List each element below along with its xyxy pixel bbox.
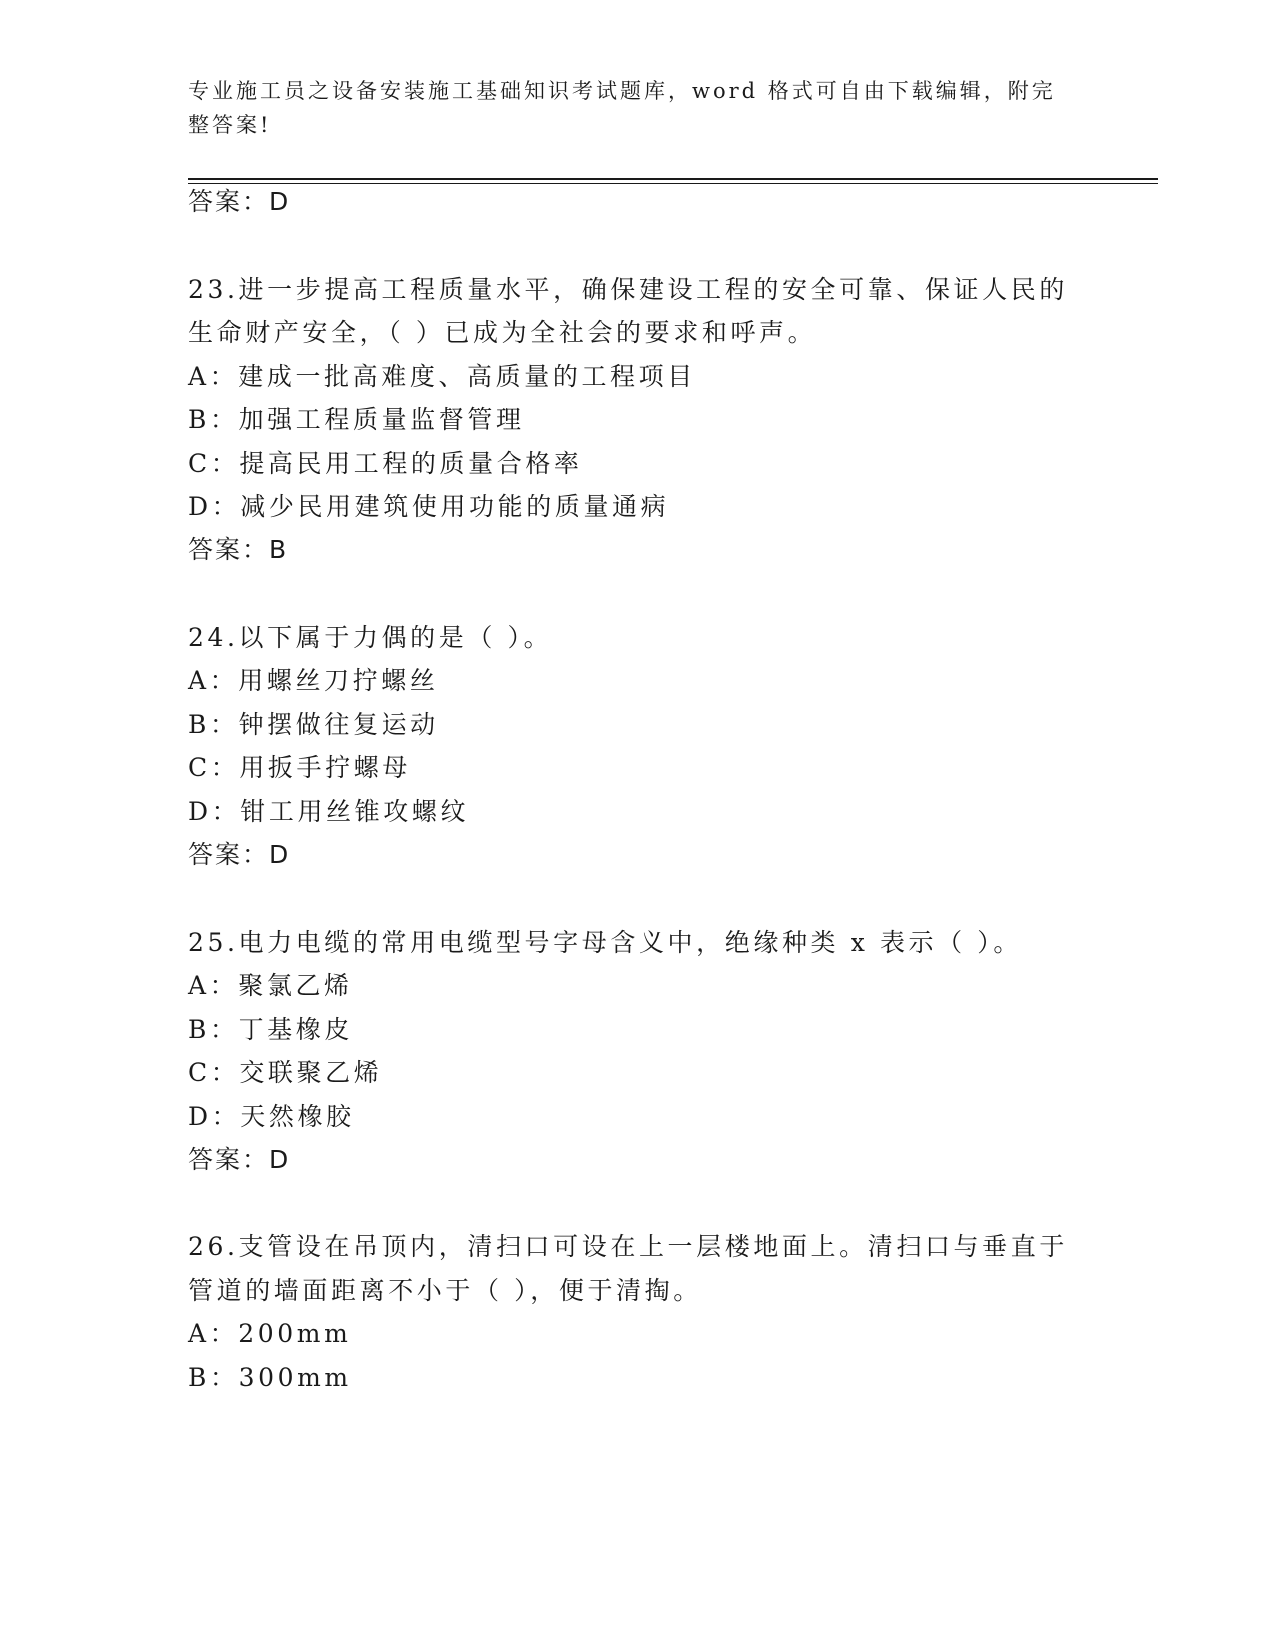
- question-23-stem-line-1: 23.进一步提高工程质量水平，确保建设工程的安全可靠、保证人民的: [188, 275, 1068, 304]
- question-25-option-c: C：交联聚乙烯: [188, 1058, 383, 1087]
- question-23-option-c: C：提高民用工程的质量合格率: [188, 449, 583, 478]
- previous-answer: 答案：D: [188, 187, 291, 216]
- question-24-option-d: D：钳工用丝锥攻螺纹: [188, 797, 470, 826]
- question-24-option-b: B：钟摆做往复运动: [188, 710, 439, 739]
- question-23-stem-line-2: 生命财产安全，（ ）已成为全社会的要求和呼声。: [188, 318, 817, 347]
- question-26-option-b: B：300mm: [188, 1363, 352, 1392]
- question-24-answer: 答案：D: [188, 840, 291, 869]
- question-26-option-a: A：200mm: [188, 1319, 352, 1348]
- question-23-option-d: D：减少民用建筑使用功能的质量通病: [188, 492, 670, 521]
- question-23-option-a: A：建成一批高难度、高质量的工程项目: [188, 362, 696, 391]
- question-26-stem-line-1: 26.支管设在吊顶内，清扫口可设在上一层楼地面上。清扫口与垂直于: [188, 1232, 1068, 1261]
- header-line-2: 整答案!: [188, 113, 272, 137]
- question-23-answer: 答案：B: [188, 535, 289, 564]
- header-line-1: 专业施工员之设备安装施工基础知识考试题库，word 格式可自由下载编辑，附完: [188, 79, 1056, 103]
- question-25-option-a: A：聚氯乙烯: [188, 971, 353, 1000]
- question-23-option-b: B：加强工程质量监督管理: [188, 405, 525, 434]
- question-25-option-d: D：天然橡胶: [188, 1102, 355, 1131]
- question-24-option-a: A：用螺丝刀拧螺丝: [188, 666, 439, 695]
- question-26-stem-line-2: 管道的墙面距离不小于（ ），便于清掏。: [188, 1276, 702, 1305]
- question-25-stem-line-1: 25.电力电缆的常用电缆型号字母含义中，绝缘种类 x 表示（ ）。: [188, 928, 1022, 957]
- question-24-option-c: C：用扳手拧螺母: [188, 753, 411, 782]
- header-divider-thin: [188, 183, 1158, 184]
- document-header: [188, 74, 1088, 142]
- header-divider: [188, 178, 1158, 180]
- question-25-answer: 答案：D: [188, 1145, 291, 1174]
- question-25-option-b: B：丁基橡皮: [188, 1015, 353, 1044]
- question-24-stem-line-1: 24.以下属于力偶的是（ ）。: [188, 623, 553, 652]
